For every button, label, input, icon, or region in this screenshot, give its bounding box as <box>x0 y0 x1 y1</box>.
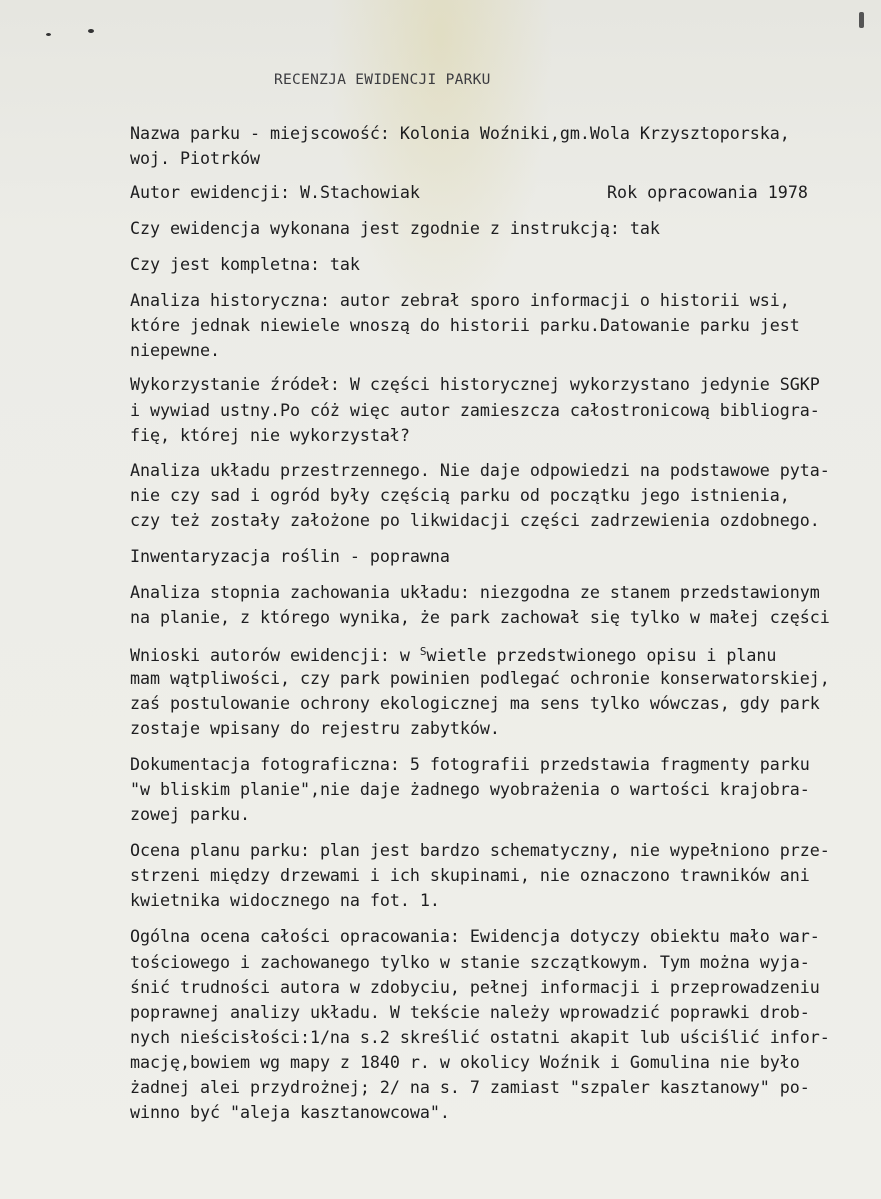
text-line <box>130 642 776 665</box>
wnioski-text-start: Wnioski autorów ewidencji: w <box>130 645 420 665</box>
text-line: "w bliskim planie",nie daje żadnego wyobrażenia o wartości krajobra- <box>130 779 810 799</box>
text-line: i wywiad ustny.Po cóż więc autor zamieszcza całostronicową bibliogra- <box>130 400 820 420</box>
text-line: zostaje wpisany do rejestru zabytków. <box>130 718 500 738</box>
text-line: Wykorzystanie źródeł: W części historycznej wykorzystano jedynie SGKP <box>130 374 820 394</box>
text-line: kwietnika widocznego na fot. 1. <box>130 890 440 910</box>
text-line: woj. Piotrków <box>130 148 260 168</box>
text-line: Analiza układu przestrzennego. Nie daje odpowiedzi na podstawowe pyta- <box>130 460 830 480</box>
text-line: Dokumentacja fotograficzna: 5 fotografii przedstawia fragmenty parku <box>130 754 810 774</box>
text-line: nych nieścisłości:1/na s.2 skreślić ostatni akapit lub uściślić infor- <box>130 1027 830 1047</box>
text-line: poprawnej analizy układu. W tekście należy wprowadzić poprawki drob- <box>130 1002 810 1022</box>
text-line: Ogólna ocena całości opracowania: Ewidencja dotyczy obiektu mało war- <box>130 926 820 946</box>
text-line: zowej parku. <box>130 804 250 824</box>
text-line: tościowego i zachowanego tylko w stanie szczątkowym. Tym można wyja- <box>130 952 810 972</box>
document-title: RECENZJA EWIDENCJI PARKU <box>274 72 491 88</box>
text-line: czy też zostały założone po likwidacji części zadrzewienia ozdobnego. <box>130 510 820 530</box>
ink-speck <box>88 29 94 33</box>
ink-speck <box>859 12 864 28</box>
superscript-letter: S <box>419 645 427 658</box>
text-line: Czy ewidencja wykonana jest zgodnie z instrukcją: tak <box>130 218 660 238</box>
wnioski-text-end: wietle przedstwionego opisu i planu <box>426 645 777 665</box>
text-line: niepewne. <box>130 340 220 360</box>
text-line: strzeni między drzewami i ich skupinami, nie oznaczono trawników ani <box>130 865 810 885</box>
text-line: Analiza historyczna: autor zebrał sporo informacji o historii wsi, <box>130 290 790 310</box>
ink-speck <box>46 33 51 36</box>
text-line: na planie, z którego wynika, że park zachował się tylko w małej części <box>130 607 830 627</box>
text-line: śnić trudności autora w zdobyciu, pełnej informacji i przeprowadzeniu <box>130 977 820 997</box>
text-line: Nazwa parku - miejscowość: Kolonia Woźniki,gm.Wola Krzysztoporska, <box>130 123 790 143</box>
text-line: które jednak niewiele wnoszą do historii parku.Datowanie parku jest <box>130 315 800 335</box>
text-line: winno być "aleja kasztanowcowa". <box>130 1102 450 1122</box>
text-line: mację,bowiem wg mapy z 1840 r. w okolicy Woźnik i Gomulina nie było <box>130 1052 800 1072</box>
text-line: Ocena planu parku: plan jest bardzo schematyczny, nie wypełniono prze- <box>130 840 830 860</box>
text-line: Analiza stopnia zachowania układu: niezgodna ze stanem przedstawionym <box>130 582 820 602</box>
text-line: mam wątpliwości, czy park powinien podlegać ochronie konserwatorskiej, <box>130 668 830 688</box>
text-line: nie czy sad i ogród były częścią parku od początku jego istnienia, <box>130 485 790 505</box>
text-line: Czy jest kompletna: tak <box>130 254 360 274</box>
year-label: Rok opracowania 1978 <box>607 182 808 202</box>
text-line: fię, której nie wykorzystał? <box>130 425 410 445</box>
text-line: zaś postulowanie ochrony ekologicznej ma sens tylko wówczas, gdy park <box>130 693 820 713</box>
text-line: żadnej alei przydrożnej; 2/ na s. 7 zamiast "szpaler kasztanowy" po- <box>130 1077 810 1097</box>
text-line: Autor ewidencji: W.Stachowiak <box>130 182 420 202</box>
text-line: Inwentaryzacja roślin - poprawna <box>130 546 450 566</box>
